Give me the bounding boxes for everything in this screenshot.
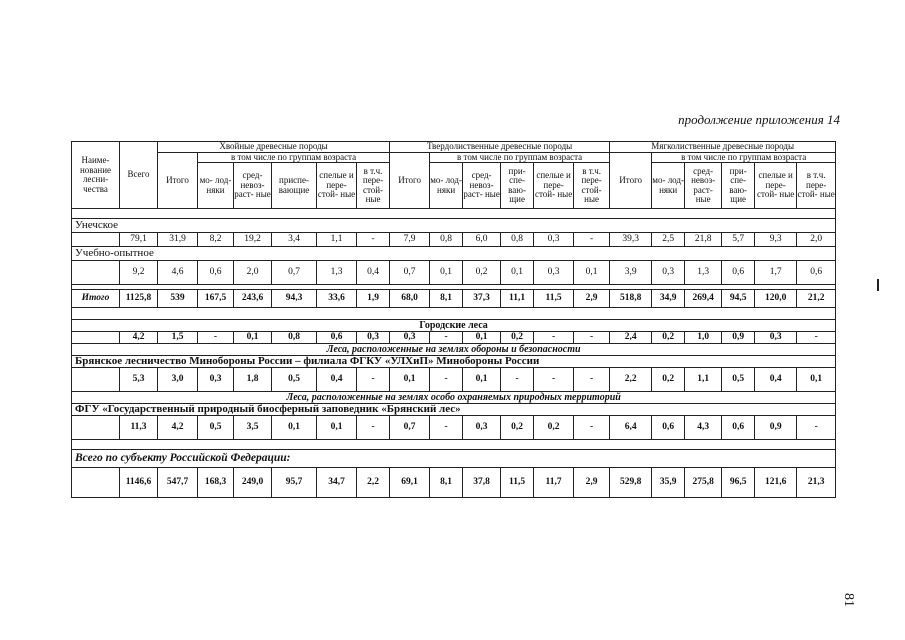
section-city-forests: Городские леса — [72, 320, 836, 332]
table-cell: 37,3 — [463, 290, 501, 308]
table-cell: 0,2 — [463, 261, 501, 285]
table-cell: 529,8 — [610, 468, 652, 498]
table-cell: 4,3 — [685, 416, 722, 440]
table-cell: 9,3 — [755, 233, 797, 247]
table-cell: 0,4 — [317, 368, 357, 392]
table-cell: 3,9 — [610, 261, 652, 285]
table-cell: 167,5 — [198, 290, 234, 308]
table-cell: 1125,8 — [120, 290, 158, 308]
row-label-total: Всего по субъекту Российской Федерации: — [72, 450, 836, 468]
table-cell: 243,6 — [234, 290, 272, 308]
table-cell: 94,3 — [272, 290, 317, 308]
table-cell: 0,1 — [390, 368, 430, 392]
table-cell: 1,1 — [317, 233, 357, 247]
table-cell: 0,9 — [722, 332, 755, 344]
table-cell: 1,0 — [685, 332, 722, 344]
table-cell: 33,6 — [317, 290, 357, 308]
table-cell: 0,6 — [722, 416, 755, 440]
table-cell: 121,6 — [755, 468, 797, 498]
table-cell: 6,0 — [463, 233, 501, 247]
header-middle: сред- невоз- раст- ные — [685, 163, 722, 209]
table-cell: 0,3 — [534, 233, 574, 247]
table-row-protected — [72, 416, 836, 440]
header-by-age: в том числе по группам возраста — [430, 152, 610, 163]
table-row-defense — [72, 368, 836, 392]
header-incl: в т.ч. пере- стой- ные — [574, 163, 610, 209]
table-cell: 1,7 — [755, 261, 797, 285]
header-ripe: спелые и пере- стой- ные — [317, 163, 357, 209]
table-cell: - — [430, 368, 463, 392]
table-cell: 21,3 — [797, 468, 836, 498]
table-cell: 0,2 — [501, 416, 534, 440]
table-cell: 1,3 — [685, 261, 722, 285]
table-cell: 0,3 — [463, 416, 501, 440]
table-cell: 2,2 — [610, 368, 652, 392]
table-cell: 94,5 — [722, 290, 755, 308]
table-cell: 0,4 — [357, 261, 390, 285]
table-cell: 249,0 — [234, 468, 272, 498]
table-cell: 1,1 — [685, 368, 722, 392]
table-cell: 0,1 — [317, 416, 357, 440]
header-itogo: Итого — [158, 152, 198, 209]
table-cell: 0,2 — [652, 332, 685, 344]
table-cell: 0,1 — [234, 332, 272, 344]
table-cell: 3,0 — [158, 368, 198, 392]
table-row-total — [72, 468, 836, 498]
table-cell: 0,1 — [463, 332, 501, 344]
table-cell: 0,3 — [357, 332, 390, 344]
table-cell: - — [501, 368, 534, 392]
header-name: Наиме- нование лесни- чества — [72, 142, 120, 209]
table-cell: 21,8 — [685, 233, 722, 247]
header-prisp: при- спе- ваю- щие — [501, 163, 534, 209]
table-cell: 0,5 — [272, 368, 317, 392]
table-cell: 0,8 — [430, 233, 463, 247]
table-cell: - — [574, 416, 610, 440]
table-cell: 0,3 — [390, 332, 430, 344]
header-incl: в т.ч. пере- стой- ные — [797, 163, 836, 209]
table-row-unecha — [72, 233, 836, 247]
header-young: мо- лод- няки — [198, 163, 234, 209]
table-cell: 0,6 — [722, 261, 755, 285]
header-middle: сред- невоз- раст- ные — [463, 163, 501, 209]
table-cell: 34,9 — [652, 290, 685, 308]
table-cell: - — [357, 416, 390, 440]
table-cell: 2,9 — [574, 290, 610, 308]
header-hardwood: Твердолиственные древесные породы — [390, 142, 610, 153]
table-cell: 1146,6 — [120, 468, 158, 498]
header-ripe: спелые и пере- стой- ные — [755, 163, 797, 209]
table-cell: 2,9 — [574, 468, 610, 498]
table-cell: 0,2 — [501, 332, 534, 344]
table-cell: 96,5 — [722, 468, 755, 498]
header-total: Всего — [120, 142, 158, 209]
table-cell: 0,6 — [797, 261, 836, 285]
table-cell: 0,5 — [722, 368, 755, 392]
table-cell: 3,4 — [272, 233, 317, 247]
appendix-caption: продолжение приложения 14 — [678, 112, 840, 127]
table-cell: 4,2 — [120, 332, 158, 344]
table-cell: 6,4 — [610, 416, 652, 440]
table-cell: 120,0 — [755, 290, 797, 308]
table-cell: 0,4 — [755, 368, 797, 392]
header-by-age: в том числе по группам возраста — [198, 152, 390, 163]
page-number: 81 — [841, 593, 856, 607]
header-softwood: Мягколиственные древесные породы — [610, 142, 836, 153]
table-cell: 0,2 — [652, 368, 685, 392]
header-prisp: при- спе- ваю- щие — [722, 163, 755, 209]
table-cell: 0,7 — [390, 261, 430, 285]
table-cell: 31,9 — [158, 233, 198, 247]
table-cell: 2,5 — [652, 233, 685, 247]
header-by-age: в том числе по группам возраста — [652, 152, 836, 163]
row-label-uchebno: Учебно-опытное — [72, 247, 836, 261]
table-cell: 69,1 — [390, 468, 430, 498]
table-cell: 2,2 — [357, 468, 390, 498]
table-cell: 68,0 — [390, 290, 430, 308]
header-conifer: Хвойные древесные породы — [158, 142, 390, 153]
table-cell: 8,1 — [430, 290, 463, 308]
table-cell: - — [430, 416, 463, 440]
table-cell: 11,1 — [501, 290, 534, 308]
table-cell: - — [797, 416, 836, 440]
header-young: мо- лод- няки — [652, 163, 685, 209]
header-itogo: Итого — [390, 152, 430, 209]
header-itogo: Итого — [610, 152, 652, 209]
table-cell: 0,3 — [652, 261, 685, 285]
header-ripe: спелые и пере- стой- ные — [534, 163, 574, 209]
table-cell: 1,8 — [234, 368, 272, 392]
table-cell: 0,6 — [317, 332, 357, 344]
table-cell: 9,2 — [120, 261, 158, 285]
table-cell: 34,7 — [317, 468, 357, 498]
section-protected-lands: Леса, расположенные на землях особо охраняемых природных территорий — [72, 392, 836, 404]
table-cell: 0,7 — [272, 261, 317, 285]
table-cell: 547,7 — [158, 468, 198, 498]
table-cell: 0,6 — [198, 261, 234, 285]
header-incl: в т.ч. пере- стой- ные — [357, 163, 390, 209]
table-cell: - — [357, 368, 390, 392]
table-cell: 35,9 — [652, 468, 685, 498]
table-cell: 8,1 — [430, 468, 463, 498]
table-cell: 168,3 — [198, 468, 234, 498]
table-cell: 0,8 — [272, 332, 317, 344]
margin-mark — [877, 279, 879, 291]
table-cell: - — [797, 332, 836, 344]
table-cell: 2,4 — [610, 332, 652, 344]
table-cell: 5,7 — [722, 233, 755, 247]
forest-age-table — [71, 141, 836, 498]
table-cell: - — [574, 332, 610, 344]
org-defense-forestry: Брянское лесничество Минобороны России – филиала ФГКУ «УЛХиП» Минобороны России — [72, 356, 836, 368]
table-cell: 0,2 — [534, 416, 574, 440]
table-cell: 0,8 — [501, 233, 534, 247]
table-row-itogo — [72, 290, 836, 308]
table-cell: 79,1 — [120, 233, 158, 247]
header-middle: сред- невоз- раст- ные — [234, 163, 272, 209]
table-cell: 11,5 — [534, 290, 574, 308]
table-cell: 0,7 — [390, 416, 430, 440]
table-cell: 11,5 — [501, 468, 534, 498]
table-cell: - — [534, 368, 574, 392]
table-cell: 5,3 — [120, 368, 158, 392]
table-cell: 37,8 — [463, 468, 501, 498]
table-cell: 1,5 — [158, 332, 198, 344]
table-cell: 0,3 — [755, 332, 797, 344]
row-label-itogo: Итого — [72, 290, 120, 308]
table-cell: 39,3 — [610, 233, 652, 247]
table-cell: 7,9 — [390, 233, 430, 247]
table-cell: 11,7 — [534, 468, 574, 498]
table-cell: - — [357, 233, 390, 247]
table-cell: 269,4 — [685, 290, 722, 308]
section-defense-lands: Леса, расположенные на землях обороны и безопасности — [72, 344, 836, 356]
table-cell: 0,1 — [574, 261, 610, 285]
table-cell: 0,3 — [534, 261, 574, 285]
table-cell: - — [574, 368, 610, 392]
table-cell: 2,0 — [797, 233, 836, 247]
table-cell: 1,9 — [357, 290, 390, 308]
table-cell: 8,2 — [198, 233, 234, 247]
table-cell: 0,3 — [198, 368, 234, 392]
table-cell: - — [198, 332, 234, 344]
table-cell: 539 — [158, 290, 198, 308]
table-cell: 0,5 — [198, 416, 234, 440]
table-cell: 0,9 — [755, 416, 797, 440]
table-cell: 3,5 — [234, 416, 272, 440]
table-cell: 0,1 — [430, 261, 463, 285]
table-cell: - — [534, 332, 574, 344]
table-cell: 0,1 — [797, 368, 836, 392]
table-cell: 275,8 — [685, 468, 722, 498]
table-row-uchebno — [72, 261, 836, 285]
table-row-city — [72, 332, 836, 344]
table-cell: 4,6 — [158, 261, 198, 285]
header-prisp: приспе- вающие — [272, 163, 317, 209]
row-label-unecha: Унечское — [72, 219, 836, 233]
table-cell: - — [430, 332, 463, 344]
table-cell: 11,3 — [120, 416, 158, 440]
header-young: мо- лод- няки — [430, 163, 463, 209]
table-cell: 0,1 — [463, 368, 501, 392]
table-cell: 2,0 — [234, 261, 272, 285]
org-bryansk-reserve: ФГУ «Государственный природный биосферный заповедник «Брянский лес» — [72, 404, 836, 416]
table-cell: - — [574, 233, 610, 247]
table-cell: 0,6 — [652, 416, 685, 440]
table-cell: 0,1 — [272, 416, 317, 440]
table-cell: 19,2 — [234, 233, 272, 247]
table-cell: 0,1 — [501, 261, 534, 285]
table-cell: 95,7 — [272, 468, 317, 498]
table-cell: 21,2 — [797, 290, 836, 308]
table-cell: 1,3 — [317, 261, 357, 285]
table-cell: 4,2 — [158, 416, 198, 440]
table-cell: 518,8 — [610, 290, 652, 308]
